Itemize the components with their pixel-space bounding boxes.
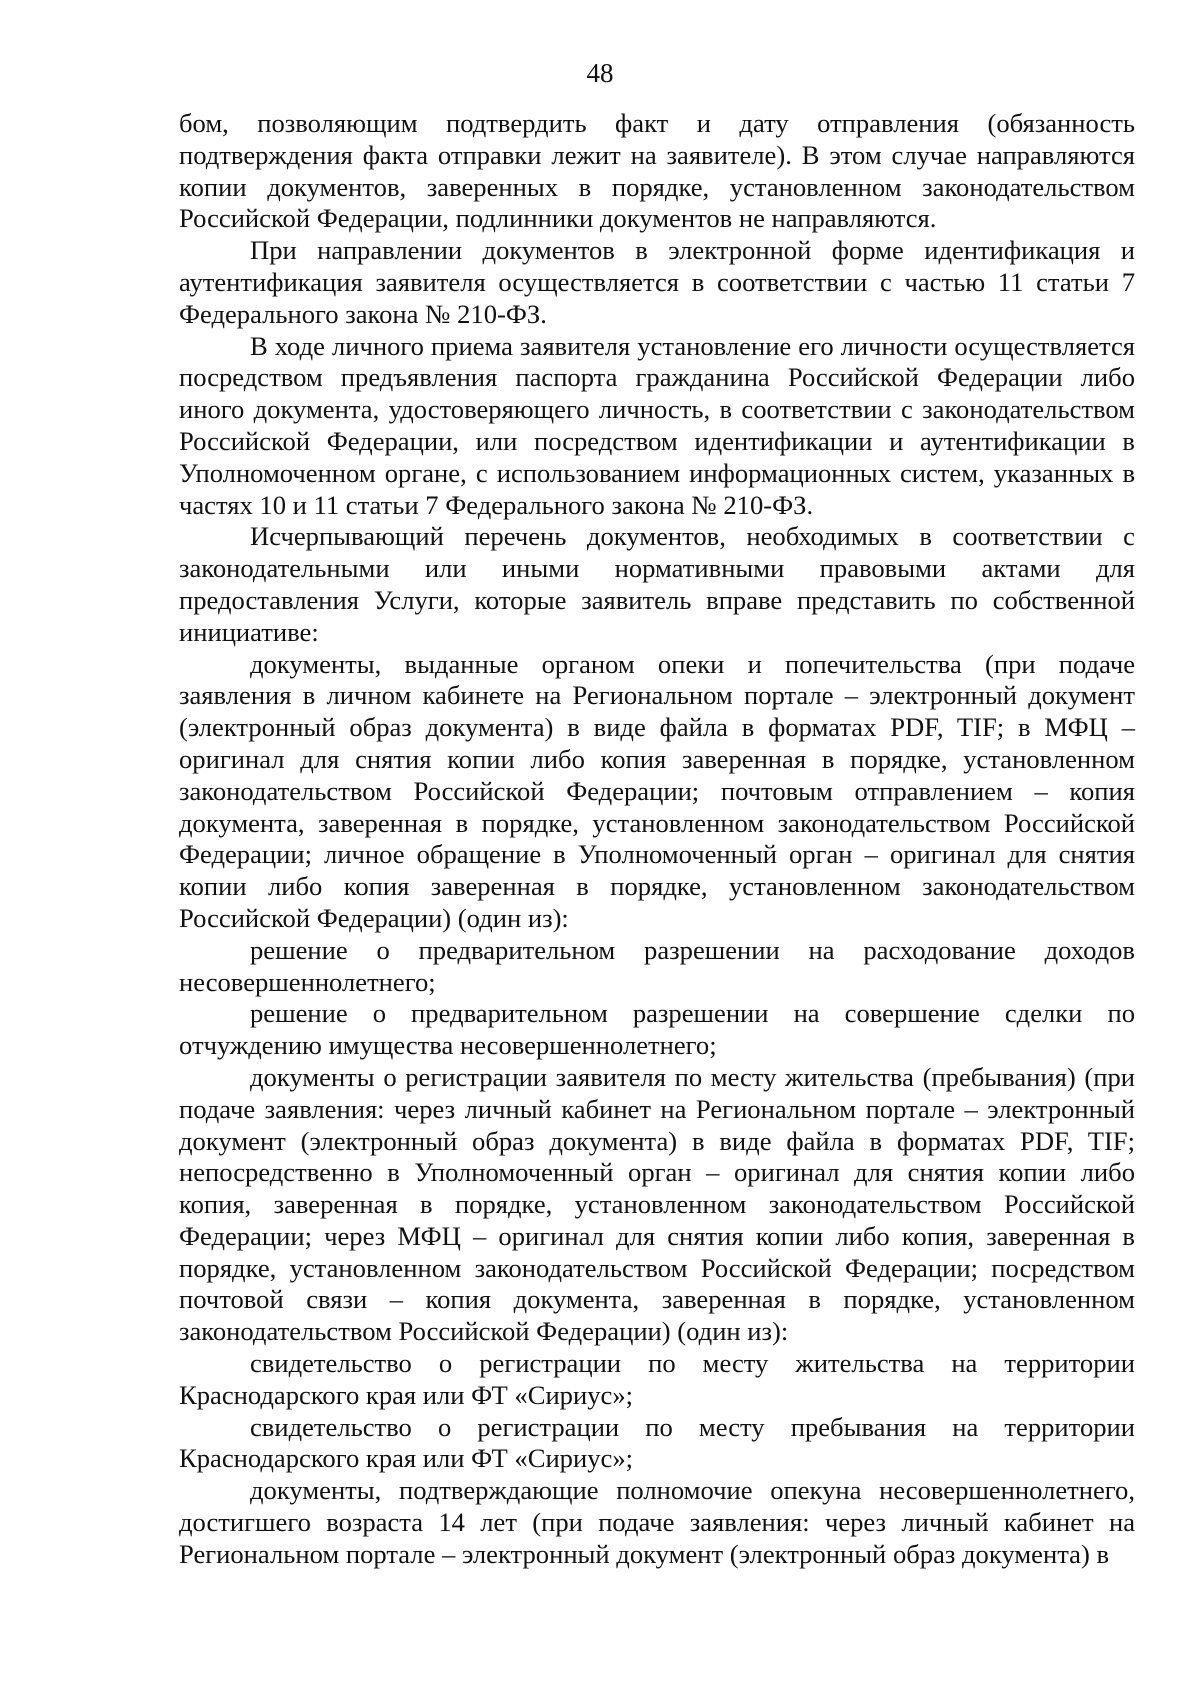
paragraph-guardianship-documents: документы, выданные органом опеки и попечительства (при подаче заявления в личном кабинете на Региональном портале – электронный документ (электронный образ документа) в виде файла в форматах PDF, TIF; в МФЦ – оригинал для снятия копии либо копия заверенная в порядке, установленном законодательством Российской Федерации; почтовым отправлением – копия документа, заверенная в порядке, установленном законодательством Российской Федерации; личное обращение в Уполномоченный орган – оригинал для снятия копии либо копия заверенная в порядке, установленном законодательством Российской Федерации) (один из): xyxy=(179,648,1135,933)
list-item-stay-certificate: свидетельство о регистрации по месту пребывания на территории Краснодарского края или ФТ «Сириус»; xyxy=(179,1411,1135,1474)
paragraph-exhaustive-list: Исчерпывающий перечень документов, необходимых в соответствии с законодательными или иными нормативными правовыми актами для предоставления Услуги, которые заявитель вправе представить по собственной инициативе: xyxy=(179,521,1135,647)
paragraph-continuation: бом, позволяющим подтвердить факт и дату отправления (обязанность подтверждения факта отправки лежит на заявителе). В этом случае направляются копии документов, заверенных в порядке, установленном законодательством Российской Федерации, подлинники документов не направляются. xyxy=(179,108,1135,234)
list-item-transaction-permission: решение о предварительном разрешении на совершение сделки по отчуждению имущества несовершеннолетнего; xyxy=(179,998,1135,1061)
paragraph-electronic-identification: При направлении документов в электронной форме идентификация и аутентификация заявителя осуществляется в соответствии с частью 11 статьи 7 Федерального закона № 210-ФЗ. xyxy=(179,235,1135,329)
document-body xyxy=(179,108,1135,1571)
list-item-expenditure-permission: решение о предварительном разрешении на расходование доходов несовершеннолетнего; xyxy=(179,934,1135,997)
paragraph-registration-documents: документы о регистрации заявителя по месту жительства (пребывания) (при подаче заявления: через личный кабинет на Региональном портале – электронный документ (электронный образ документа) в виде файла в форматах PDF, TIF; непосредственно в Уполномоченный орган – оригинал для снятия копии либо копия, заверенная в порядке, установленном законодательством Российской Федерации; через МФЦ – оригинал для снятия копии либо копия, заверенная в порядке, установленном законодательством Российской Федерации; посредством почтовой связи – копия документа, заверенная в порядке, установленном законодательством Российской Федерации) (один из): xyxy=(179,1061,1135,1347)
paragraph-personal-reception: В ходе личного приема заявителя установление его личности осуществляется посредством предъявления паспорта гражданина Российской Федерации либо иного документа, удостоверяющего личность, в соответствии с законодательством Российской Федерации, или посредством идентификации и аутентификации в Уполномоченном органе, с использованием информационных систем, указанных в частях 10 и 11 статьи 7 Федерального закона № 210-ФЗ. xyxy=(179,330,1135,520)
paragraph-guardian-authority: документы, подтверждающие полномочие опекуна несовершеннолетнего, достигшего возраста 14 лет (при подаче заявления: через личный кабинет на Региональном портале – электронный документ (электронный образ документа) в xyxy=(179,1475,1135,1569)
list-item-residence-certificate: свидетельство о регистрации по месту жительства на территории Краснодарского края или ФТ «Сириус»; xyxy=(179,1348,1135,1410)
page-number: 48 xyxy=(586,58,614,88)
